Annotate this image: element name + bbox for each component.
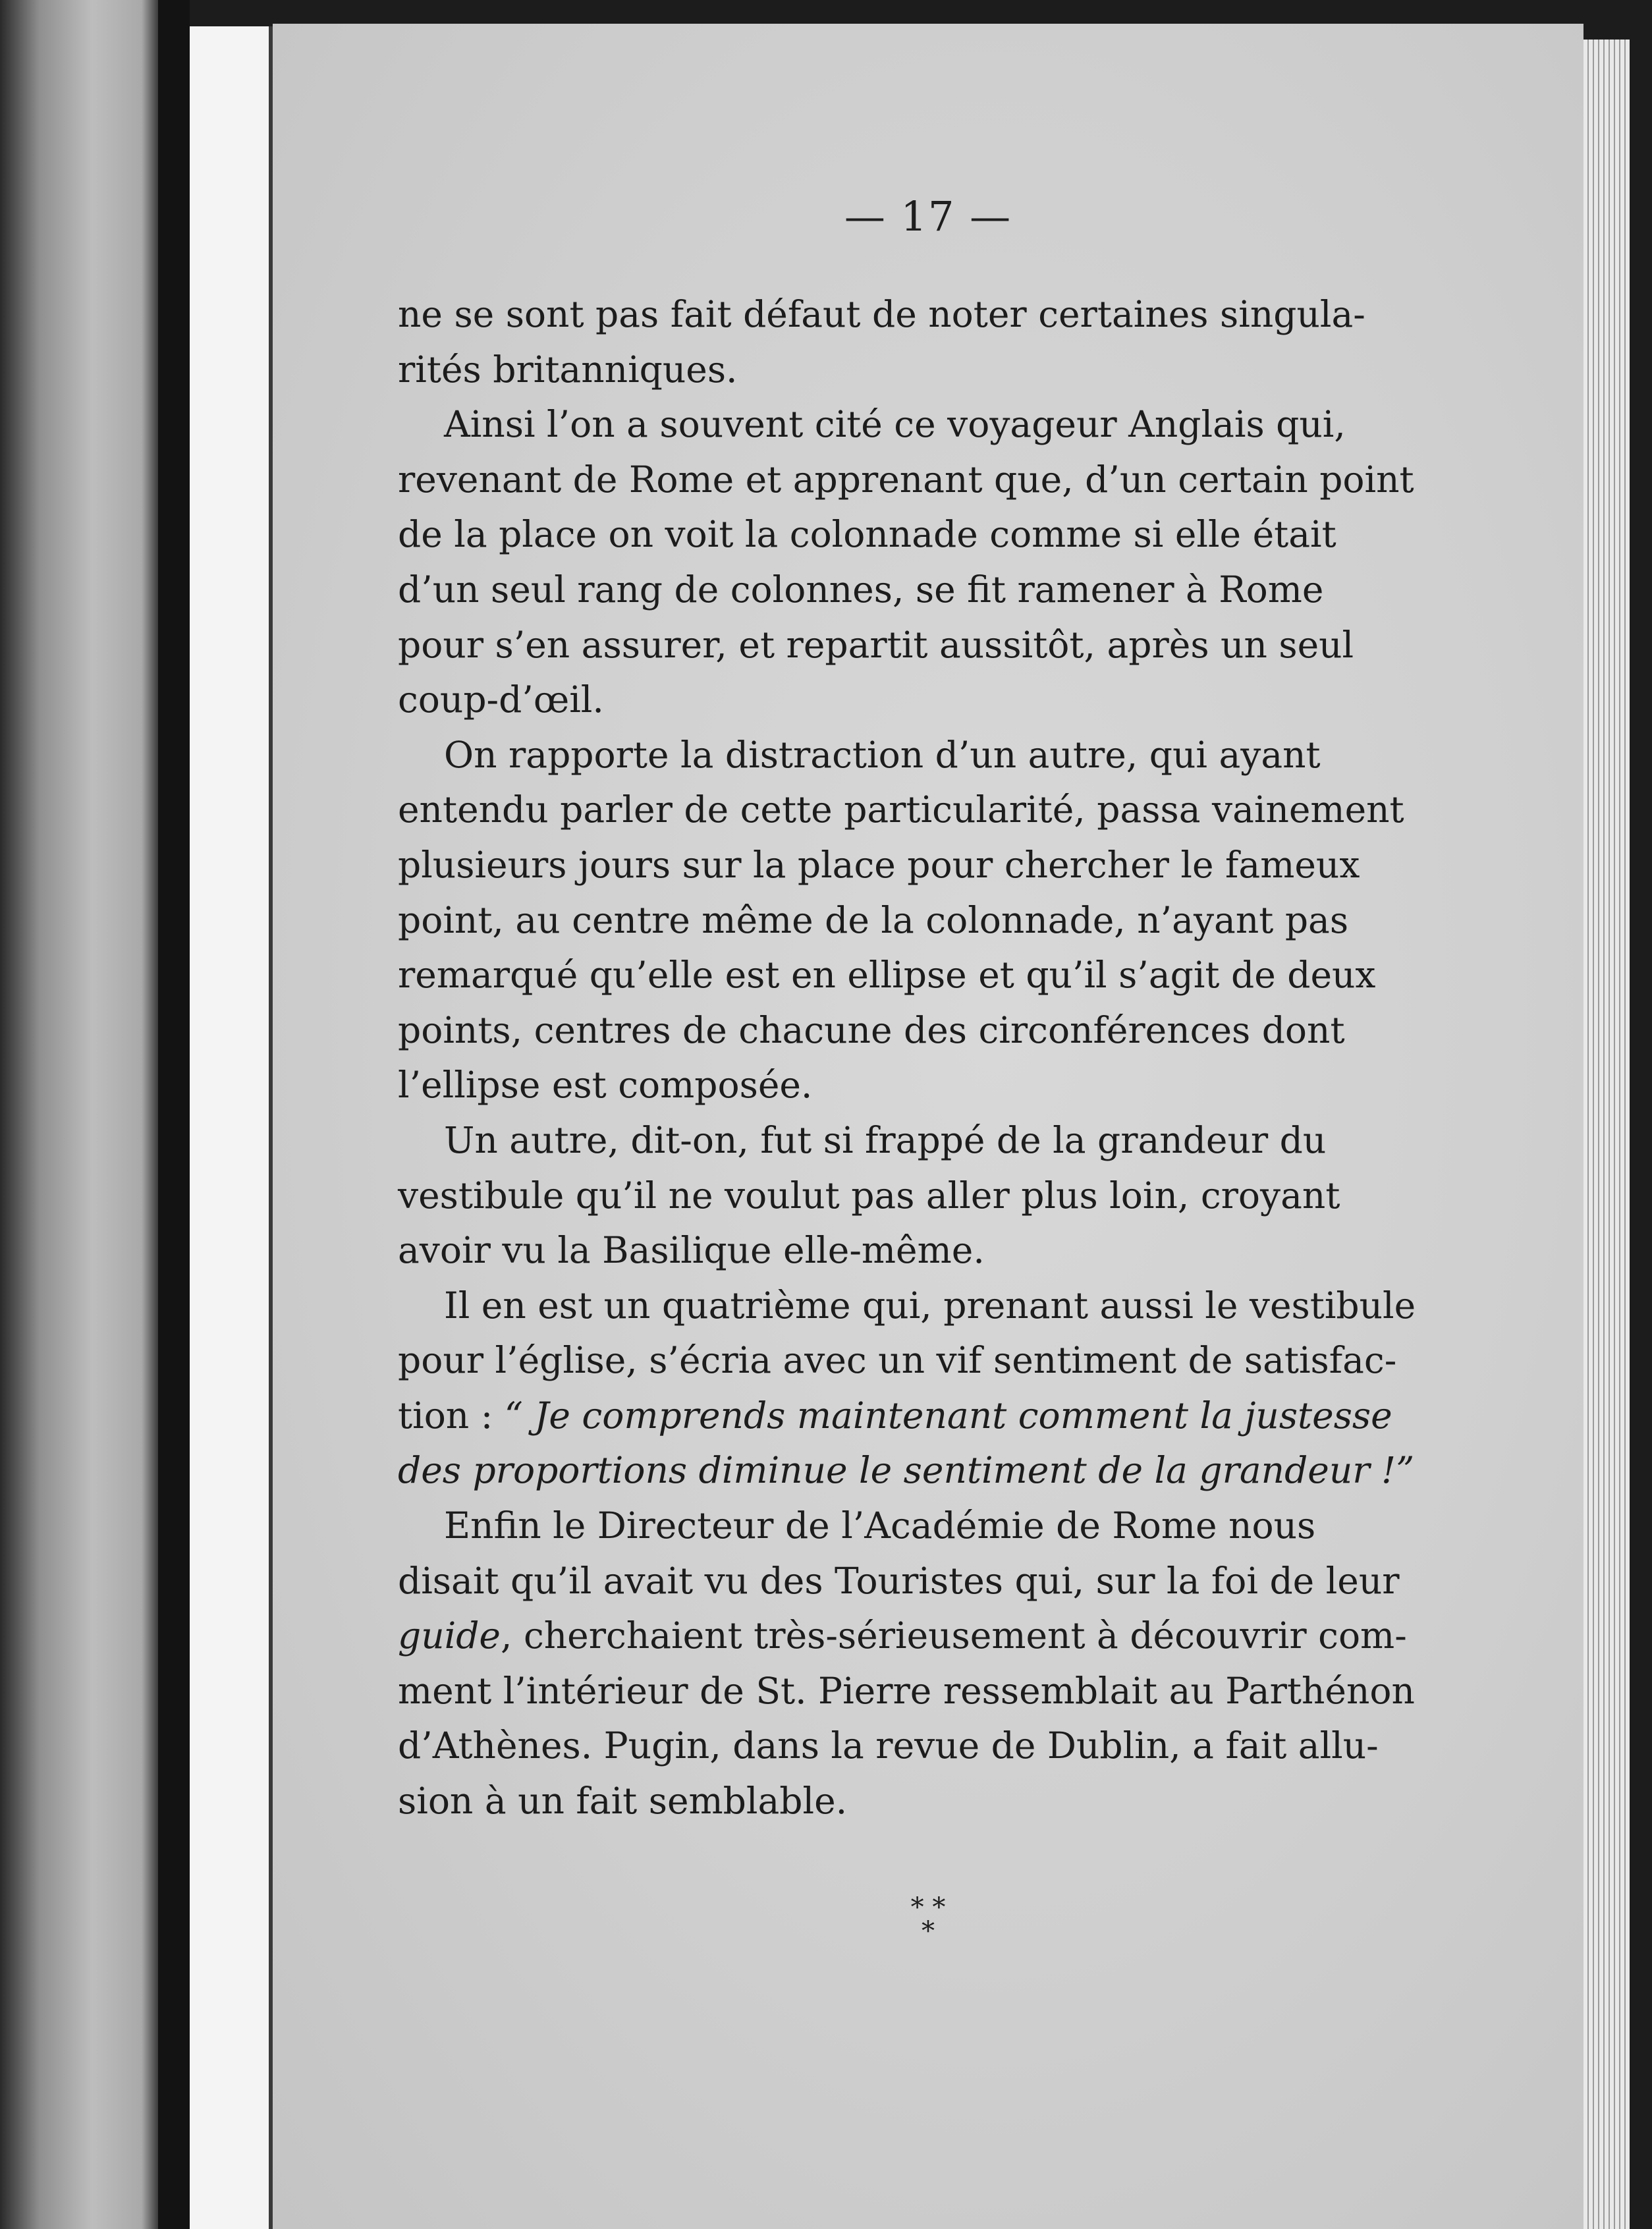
text-line: d’Athènes. Pugin, dans la revue de Dublin, a fait allu-: [398, 1724, 1379, 1767]
text-line: entendu parler de cette particularité, passa vainement: [398, 788, 1404, 831]
text-line: ne se sont pas fait défaut de noter certaines singula-: [398, 293, 1365, 335]
gutter: [158, 0, 190, 2229]
left-page-edge: [0, 0, 158, 2229]
text-line: revenant de Rome et apprenant que, d’un certain point: [398, 458, 1414, 501]
text-line: remarqué qu’elle est en ellipse et qu’il s’agit de deux: [398, 954, 1376, 997]
text-line: pour s’en assurer, et repartit aussitôt, après un seul: [398, 623, 1354, 666]
text-line: Un autre, dit-on, fut si frappé de la grandeur du: [444, 1118, 1327, 1161]
text-line: vestibule qu’il ne voulut pas aller plus loin, croyant: [398, 1174, 1340, 1217]
text-line: point, au centre même de la colonnade, n’ayant pas: [398, 898, 1349, 941]
text-line: coup-d’œil.: [398, 678, 604, 721]
text-line: disait qu’il avait vu des Touristes qui, sur la foi de leur: [398, 1559, 1400, 1602]
section-ornament: [273, 1892, 1583, 1946]
page-number: — 17 —: [844, 192, 1012, 240]
text-line: rités britanniques.: [398, 348, 738, 391]
text-line: Ainsi l’on a souvent cité ce voyageur Anglais qui,: [444, 403, 1346, 446]
text-line: avoir vu la Basilique elle-même.: [398, 1229, 985, 1272]
text-line: On rapporte la distraction d’un autre, qui ayant: [444, 733, 1321, 776]
text-line: sion à un fait semblable.: [398, 1780, 848, 1823]
ornament-row-2: *: [922, 1916, 935, 1946]
facing-page-strip: [190, 26, 273, 2229]
text-line: tion : “ Je comprends maintenant comment la justesse: [398, 1394, 1392, 1437]
book-page: [273, 24, 1583, 2229]
text-line: l’ellipse est composée.: [398, 1064, 813, 1107]
body-text: [398, 287, 1418, 1829]
text-line: des proportions diminue le sentiment de la grandeur !”: [398, 1449, 1415, 1492]
text-line: d’un seul rang de colonnes, se fit ramener à Rome: [398, 568, 1324, 611]
page-stack-edge: [1583, 40, 1630, 2229]
text-line: pour l’église, s’écria avec un vif sentiment de satisfac-: [398, 1339, 1397, 1382]
text-line: guide, cherchaient très-sérieusement à découvrir com-: [398, 1614, 1407, 1657]
ornament-row-1: * *: [910, 1892, 946, 1923]
text-line: points, centres de chacune des circonférences dont: [398, 1008, 1345, 1051]
text-line: Enfin le Directeur de l’Académie de Rome nous: [444, 1504, 1316, 1547]
text-line: ment l’intérieur de St. Pierre ressemblait au Parthénon: [398, 1669, 1415, 1712]
text-line: de la place on voit la colonnade comme si elle était: [398, 513, 1336, 556]
text-line: Il en est un quatrième qui, prenant aussi le vestibule: [444, 1284, 1416, 1327]
text-line: plusieurs jours sur la place pour chercher le fameux: [398, 843, 1360, 886]
